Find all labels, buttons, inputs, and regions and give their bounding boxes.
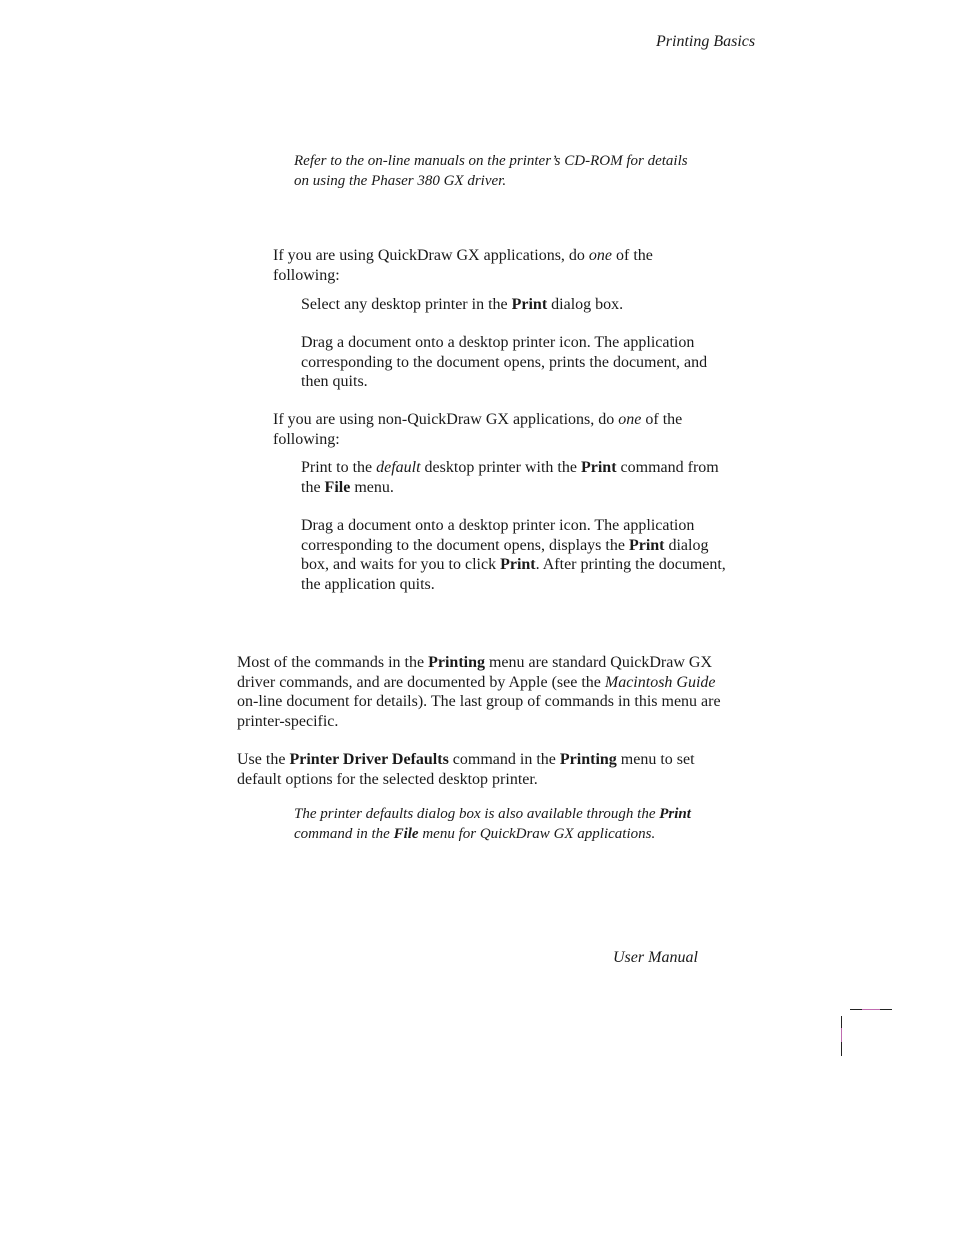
cd-rom-note [294,151,688,191]
gx-apps-intro: If you are using QuickDraw GX applications, do one of the following: [273,247,653,284]
printer-defaults-paragraph: Use the Printer Driver Defaults command in the Printing menu to set default options for the selected desktop printer. [237,751,695,788]
running-header: Printing Basics [656,33,756,50]
running-footer: User Manual [613,949,698,966]
gx-apps-item-2: Drag a document onto a desktop printer icon. The application corresponding to the document opens, prints the document, and then quits. [301,334,708,391]
non-gx-apps-item-2: Drag a document onto a desktop printer icon. The application corresponding to the document opens, displays the Print dialog box, and waits for you to click Print. After printing the document, the application quits. [301,517,726,594]
printing-menu-paragraph: Most of the commands in the Printing menu are standard QuickDraw GX driver commands, and are documented by Apple (see the Macintosh Guide on-line document for details). The last group of commands in this menu are printer-specific. [237,654,721,731]
defaults-dialog-note: The printer defaults dialog box is also available through the Print command in the File menu for QuickDraw GX applications. [294,806,691,842]
note-line: on using the Phaser 380 GX driver. [294,173,507,189]
non-gx-apps-item-1: Print to the default desktop printer with the Print command from the File menu. [301,459,719,496]
gx-apps-item-1: Select any desktop printer in the Print dialog box. [301,296,624,313]
crop-mark-horizontal-accent [862,1009,880,1010]
note-line: Refer to the on-line manuals on the printer’s CD-ROM for details [294,153,688,169]
non-gx-apps-intro: If you are using non-QuickDraw GX applications, do one of the following: [273,411,683,448]
crop-mark-vertical-accent [841,1028,842,1042]
